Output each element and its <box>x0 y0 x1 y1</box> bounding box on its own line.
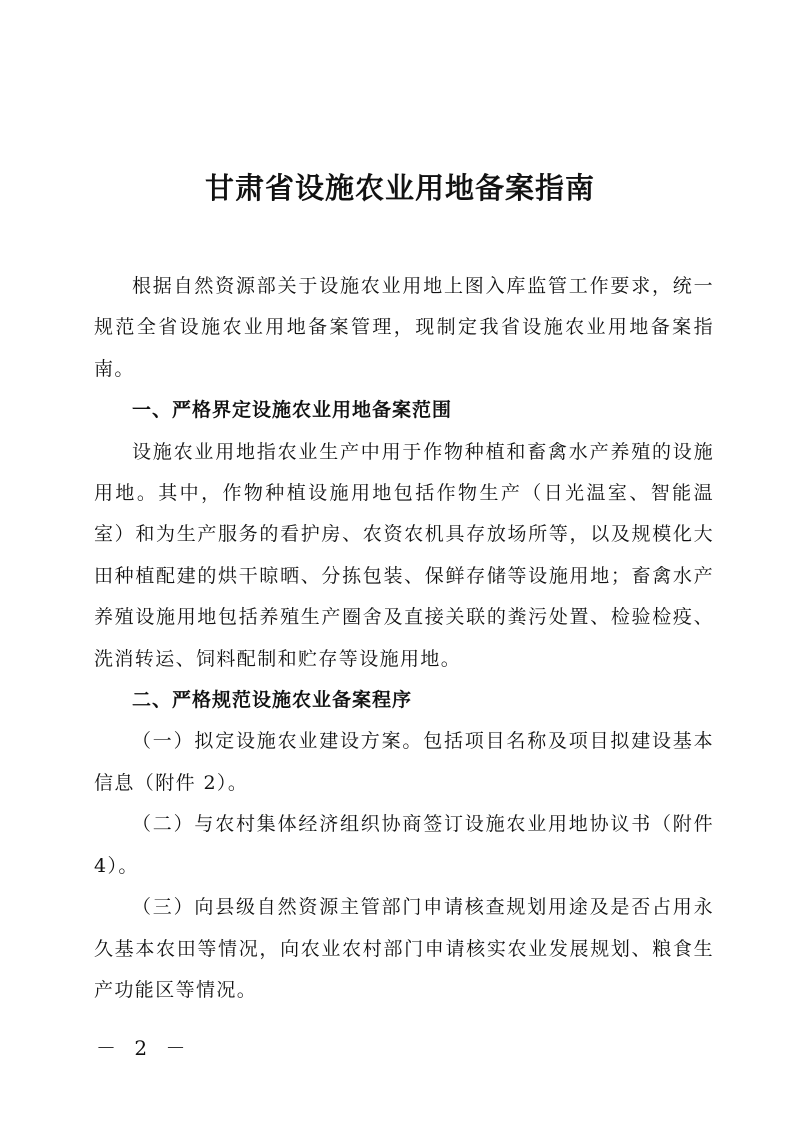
document-body <box>94 266 714 1011</box>
step-3-paragraph: （三）向县级自然资源主管部门申请核查规划用途及是否占用永久基本农田等情况，向农业农村部门申请核实农业发展规划、粮食生产功能区等情况。 <box>94 896 714 1001</box>
step-1-paragraph: （一）拟定设施农业建设方案。包括项目名称及项目拟建设基本信息（附件 2）。 <box>94 730 714 794</box>
page-number: － 2 － <box>96 1036 192 1060</box>
step-2-paragraph: （二）与农村集体经济组织协商签订设施农业用地协议书（附件 4）。 <box>94 813 714 877</box>
section-heading-2: 二、严格规范设施农业备案程序 <box>132 689 413 712</box>
intro-paragraph: 根据自然资源部关于设施农业用地上图入库监管工作要求，统一规范全省设施农业用地备案管理，现制定我省设施农业用地备案指南。 <box>94 275 714 380</box>
document-title: 甘肃省设施农业用地备案指南 <box>204 171 595 205</box>
definition-paragraph: 设施农业用地指农业生产中用于作物种植和畜禽水产养殖的设施用地。其中，作物种植设施用地包括作物生产（日光温室、智能温室）和为生产服务的看护房、农资农机具存放场所等，以及规模化大田种植配建的烘干晾晒、分拣包装、保鲜存储等设施用地；畜禽水产养殖设施用地包括养殖生产圈舍及直接关联的粪污处置、检验检疫、洗消转运、饲料配制和贮存等设施用地。 <box>94 440 714 670</box>
section-heading-1: 一、严格界定设施农业用地备案范围 <box>132 399 453 422</box>
